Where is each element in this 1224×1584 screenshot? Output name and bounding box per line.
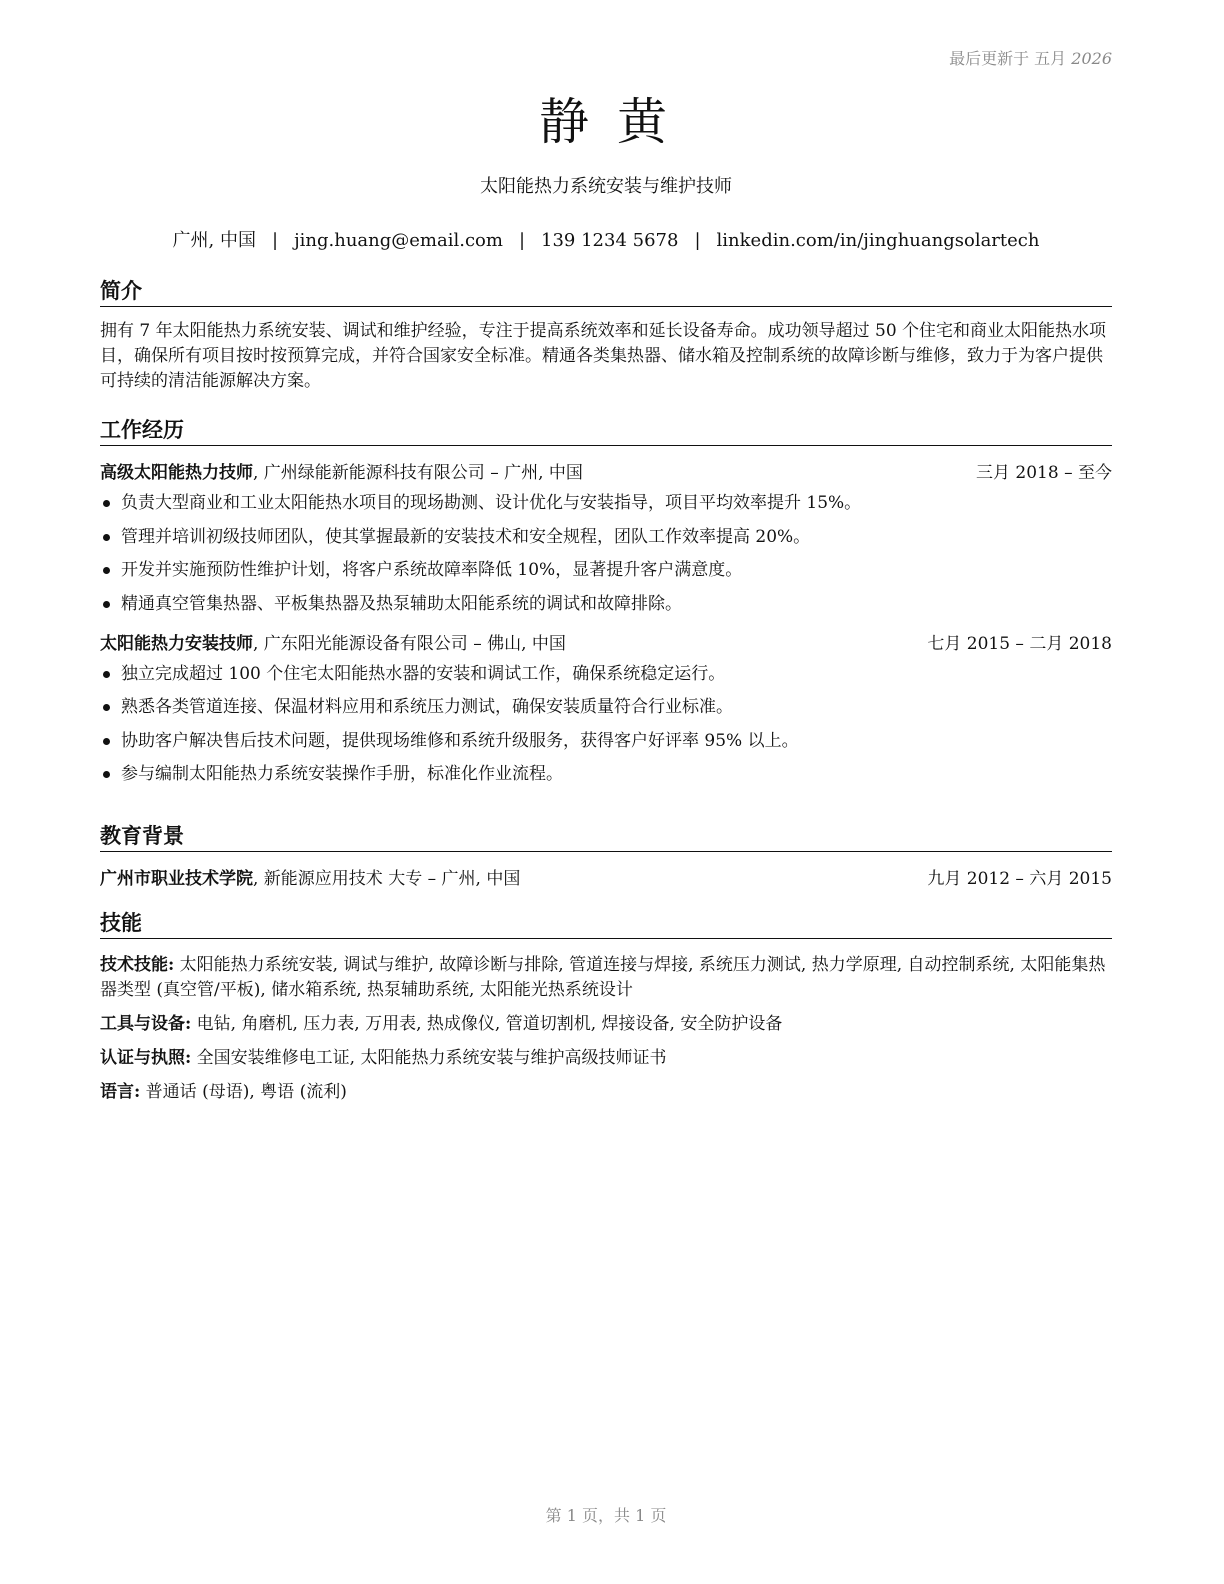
job-header [100,632,1112,656]
education-section [100,822,1112,891]
job-dates: 三月 2018 – 至今 [976,463,1112,483]
skill-label: 语言: [100,1082,141,1102]
skill-value: 全国安装维修电工证, 太阳能热力系统安装与维护高级技师证书 [191,1048,667,1068]
job-bullets [100,662,1112,787]
skill-line [100,1080,1112,1105]
skill-label: 工具与设备: [100,1014,192,1034]
skill-line [100,1046,1112,1071]
job-dates: 七月 2015 – 二月 2018 [927,633,1112,654]
skill-line [100,953,1112,1003]
list-item: 熟悉各类管道连接、保温材料应用和系统压力测试，确保安装质量符合行业标准。 [100,695,1112,719]
list-item: 参与编制太阳能热力系统安装操作手册，标准化作业流程。 [100,762,1112,786]
job-role: 高级太阳能热力技师 [100,463,253,483]
contact-location: 广州, 中国 [172,230,256,251]
list-item: 协助客户解决售后技术问题，提供现场维修和系统升级服务，获得客户好评率 95% 以上。 [100,729,1112,753]
contact-separator: | [694,230,701,251]
education-school: 广州市职业技术学院 [100,869,253,889]
job-company: , 广州绿能新能源科技有限公司 – 广州, 中国 [253,463,583,483]
skill-value: 电钻, 角磨机, 压力表, 万用表, 热成像仪, 管道切割机, 焊接设备, 安全防护设备 [191,1014,783,1034]
page-footer: 第 1 页，共 1 页 [545,1506,667,1525]
education-entry [100,867,1112,891]
list-item: 负责大型商业和工业太阳能热水项目的现场勘测、设计优化与安装指导，项目平均效率提升 15%。 [100,491,1112,515]
skills-list [100,953,1112,1105]
candidate-name: 静 黄 [539,93,673,151]
experience-title: 工作经历 [100,416,1112,446]
summary-text: 拥有 7 年太阳能热力系统安装、调试和维护经验，专注于提高系统效率和延长设备寿命。成功领导超过 50 个住宅和商业太阳能热水项目，确保所有项目按时按预算完成，并符合国家安全标准。精通各类集热器、储水箱及控制系统的故障诊断与维修，致力于为客户提供可持续的清洁能源解决方案。 [100,321,1107,391]
last-updated-year: 2026 [1071,49,1112,68]
experience-section [100,416,1112,796]
candidate-headline: 太阳能热力系统安装与维护技师 [480,176,732,197]
contact-line [100,226,1112,252]
skill-value: 普通话 (母语), 粤语 (流利) [140,1082,347,1102]
contact-separator: | [271,230,279,251]
contact-linkedin[interactable]: linkedin.com/in/jinghuangsolartech [716,230,1040,251]
contact-email[interactable]: jing.huang@email.com [294,230,503,251]
summary-section [100,277,1112,394]
skill-value: 太阳能热力系统安装, 调试与维护, 故障诊断与排除, 管道连接与焊接, 系统压力测试, 热力学原理, 自动控制系统, 太阳能集热器类型 (真空管/平板), 储水箱系统, 热泵辅助系统, 太阳能光热系统设计 [100,955,1106,1000]
job-role: 太阳能热力安装技师 [100,633,253,654]
summary-title: 简介 [100,277,1112,307]
job-entry [100,632,1112,787]
last-updated [949,46,1112,69]
list-item: 开发并实施预防性维护计划，将客户系统故障率降低 10%，显著提升客户满意度。 [100,558,1112,582]
list-item: 精通真空管集热器、平板集热器及热泵辅助太阳能系统的调试和故障排除。 [100,592,1112,616]
contact-separator: | [518,230,526,251]
last-updated-prefix: 最后更新于 五月 [949,49,1067,68]
skill-label: 认证与执照: [100,1048,192,1068]
skill-label: 技术技能: [100,955,175,975]
skills-title: 技能 [100,909,1112,939]
job-company: , 广东阳光能源设备有限公司 – 佛山, 中国 [253,633,566,654]
job-bullets [100,491,1112,616]
education-dates: 九月 2012 – 六月 2015 [927,869,1112,889]
job-entry [100,461,1112,616]
resume-page [100,0,1112,1584]
skills-section [100,909,1112,1114]
skill-line [100,1012,1112,1037]
job-header [100,461,1112,485]
list-item: 独立完成超过 100 个住宅太阳能热水器的安装和调试工作，确保系统稳定运行。 [100,662,1112,686]
list-item: 管理并培训初级技师团队，使其掌握最新的安装技术和安全规程，团队工作效率提高 20%。 [100,525,1112,549]
education-detail: , 新能源应用技术 大专 – 广州, 中国 [253,869,521,889]
contact-phone[interactable]: 139 1234 5678 [541,230,679,251]
education-title: 教育背景 [100,822,1112,852]
